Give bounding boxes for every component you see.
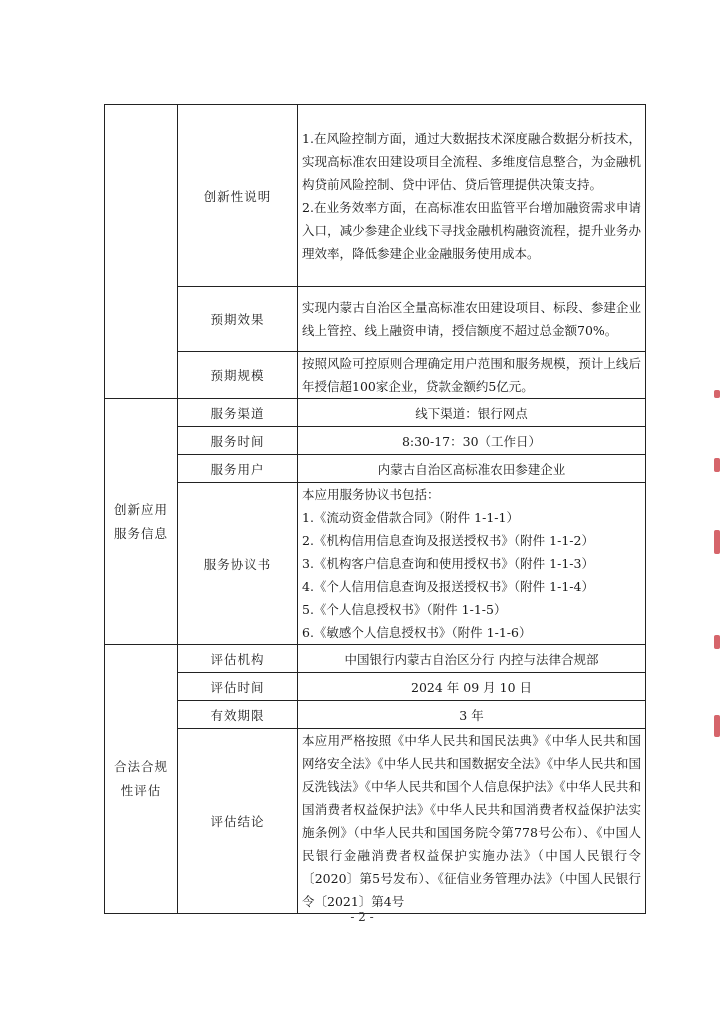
table-row bbox=[105, 701, 646, 729]
expected-scale-text: 按照风险可控原则合理确定用户范围和服务规模，预计上线后年授信超100家企业，贷款金额约5亿元。 bbox=[298, 352, 646, 399]
innovation-desc-label: 创新性说明 bbox=[178, 105, 298, 287]
agreement-intro: 本应用服务协议书包括： bbox=[302, 487, 440, 502]
table-row bbox=[105, 729, 646, 914]
expected-scale-label: 预期规模 bbox=[178, 352, 298, 399]
service-channel-label: 服务渠道 bbox=[178, 399, 298, 427]
table-row bbox=[105, 427, 646, 455]
service-agreement-label: 服务协议书 bbox=[178, 483, 298, 645]
assessment-org-label: 评估机构 bbox=[178, 645, 298, 673]
service-time-value: 8:30-17：30（工作日） bbox=[298, 427, 646, 455]
assessment-conclusion-text: 本应用严格按照《中华人民共和国民法典》《中华人民共和国网络安全法》《中华人民共和国数据安全法》《中华人民共和国反洗钱法》《中华人民共和国个人信息保护法》《中华人民共和国消费者权益保护法》《中华人民共和国消费者权益保护法实施条例》（中华人民共和国国务院令第778号公布）、《中国人民银行金融消费者权益保护实施办法》（中国人民银行令〔2020〕第5号发布）、《征信业务管理办法》（中国人民银行令〔2021〕第4号 bbox=[298, 729, 646, 914]
agreement-item: 5.《个人信息授权书》（附件 1-1-5） bbox=[302, 602, 507, 617]
assessment-conclusion-label: 评估结论 bbox=[178, 729, 298, 914]
table-row bbox=[105, 352, 646, 399]
service-user-value: 内蒙古自治区高标准农田参建企业 bbox=[298, 455, 646, 483]
validity-value: 3 年 bbox=[298, 701, 646, 729]
expected-effect-label: 预期效果 bbox=[178, 287, 298, 352]
table-row bbox=[105, 673, 646, 701]
compliance-section-label: 合法合规性评估 bbox=[105, 645, 178, 914]
expected-effect-text: 实现内蒙古自治区全量高标准农田建设项目、标段、参建企业线上管控、线上融资申请，授信额度不超过总金额70%。 bbox=[298, 287, 646, 352]
service-time-label: 服务时间 bbox=[178, 427, 298, 455]
agreement-item: 2.《机构信用信息查询及报送授权书》（附件 1-1-2） bbox=[302, 533, 594, 548]
assessment-date-label: 评估时间 bbox=[178, 673, 298, 701]
assessment-org-value: 中国银行内蒙古自治区分行 内控与法律合规部 bbox=[298, 645, 646, 673]
validity-label: 有效期限 bbox=[178, 701, 298, 729]
table-row bbox=[105, 105, 646, 287]
agreement-item: 3.《机构客户信息查询和使用授权书》（附件 1-1-3） bbox=[302, 556, 594, 571]
info-table bbox=[104, 104, 646, 914]
innovation-desc-line: 1.在风险控制方面，通过大数据技术深度融合数据分析技术，实现高标准农田建设项目全流程、多维度信息整合，为金融机构贷前风险控制、贷中评估、贷后管理提供决策支持。 bbox=[302, 130, 641, 192]
table-row bbox=[105, 287, 646, 352]
innovation-desc-line: 2.在业务效率方面，在高标准农田监管平台增加融资需求申请入口，减少参建企业线下寻找金融机构融资流程，提升业务办理效率，降低参建企业金融服务使用成本。 bbox=[302, 199, 641, 261]
service-channel-value: 线下渠道：银行网点 bbox=[298, 399, 646, 427]
table-row bbox=[105, 455, 646, 483]
blank-section-cell bbox=[105, 105, 178, 399]
agreement-item: 6.《敏感个人信息授权书》（附件 1-1-6） bbox=[302, 625, 532, 640]
table-row bbox=[105, 483, 646, 645]
innovation-desc-text bbox=[298, 105, 646, 287]
page-number: - 2 - bbox=[350, 910, 374, 924]
red-stamp-edge bbox=[706, 380, 724, 800]
service-section-label: 创新应用服务信息 bbox=[105, 399, 178, 645]
service-agreement-list bbox=[298, 483, 646, 645]
table-row bbox=[105, 399, 646, 427]
table-row bbox=[105, 645, 646, 673]
service-user-label: 服务用户 bbox=[178, 455, 298, 483]
agreement-item: 1.《流动资金借款合同》（附件 1-1-1） bbox=[302, 510, 519, 525]
assessment-date-value: 2024 年 09 月 10 日 bbox=[298, 673, 646, 701]
agreement-item: 4.《个人信用信息查询及报送授权书》（附件 1-1-4） bbox=[302, 579, 594, 594]
